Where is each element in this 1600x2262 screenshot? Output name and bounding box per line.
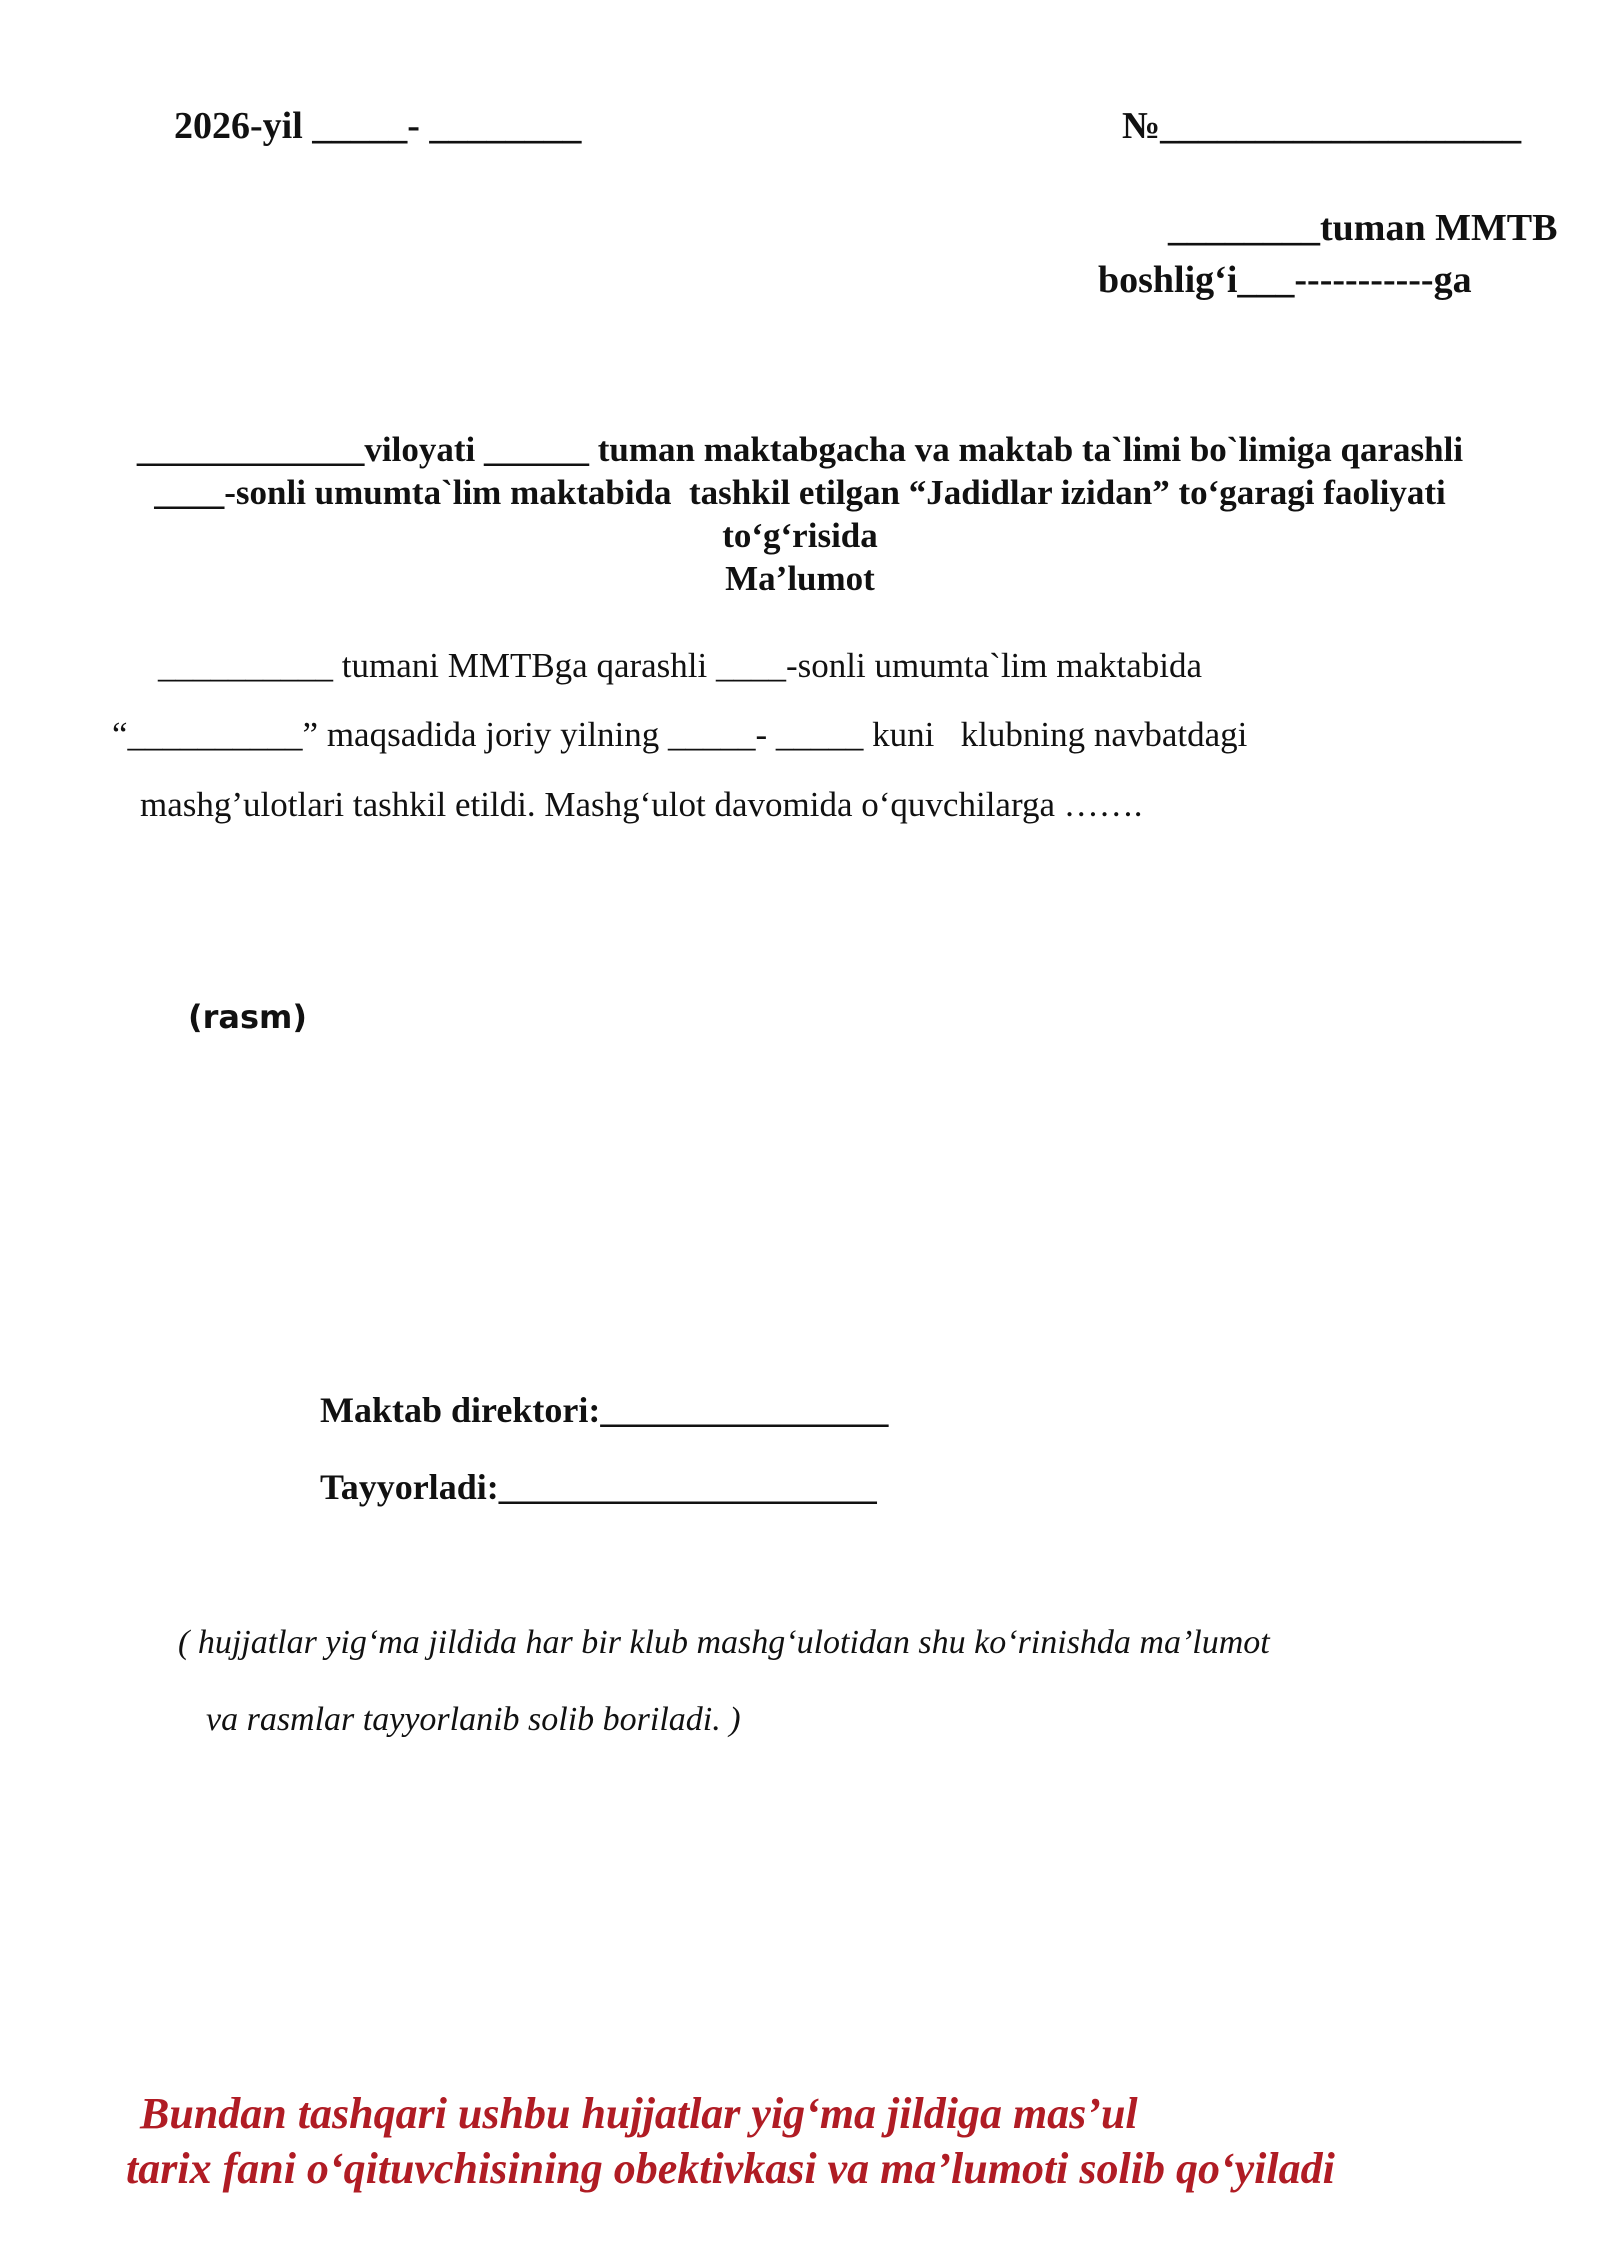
note-line-2: va rasmlar tayyorlanib solib boriladi. ) xyxy=(206,1701,741,1738)
addressee-line-2: boshlig‘i___-----------ga xyxy=(1098,259,1472,301)
body-line-3: mashg’ulotlari tashkil etildi. Mashg‘ulot davomida o‘quvchilarga ……. xyxy=(140,785,1143,824)
document-title: Ma’lumot xyxy=(725,559,875,598)
prepared-by-line: Tayyorladi:_____________________ xyxy=(320,1467,877,1507)
body-line-2: “__________” maqsadida joriy yilning _____- _____ kuni klubning navbatdagi xyxy=(112,715,1248,754)
body-line-1: __________ tumani MMTBga qarashli ____-sonli umumta`lim maktabida xyxy=(158,646,1203,685)
date-line: 2026-yil _____- ________ xyxy=(174,105,582,147)
image-placeholder-label: (rasm) xyxy=(188,998,308,1036)
footer-note-line-1: Bundan tashqari ushbu hujjatlar yig‘ma jildiga mas’ul xyxy=(140,2089,1138,2138)
title-line-3: to‘g‘risida xyxy=(722,516,878,555)
footer-note-line-2: tarix fani o‘qituvchisining obektivkasi va ma’lumoti solib qo‘yiladi xyxy=(126,2144,1335,2193)
note-line-1: ( hujjatlar yig‘ma jildida har bir klub mashg‘ulotidan shu ko‘rinishda ma’lumot xyxy=(178,1624,1270,1661)
title-line-2: ____-sonli umumta`lim maktabida tashkil etilgan “Jadidlar izidan” to‘garagi faoliyati xyxy=(154,473,1446,512)
addressee-line-1: ________tuman MMTB xyxy=(1168,207,1558,249)
document-number-line: №___________________ xyxy=(1122,105,1522,147)
director-signature-line: Maktab direktori:________________ xyxy=(320,1390,889,1430)
title-line-1: _____________viloyati ______ tuman maktabgacha va maktab ta`limi bo`limiga qarashli xyxy=(136,430,1464,469)
